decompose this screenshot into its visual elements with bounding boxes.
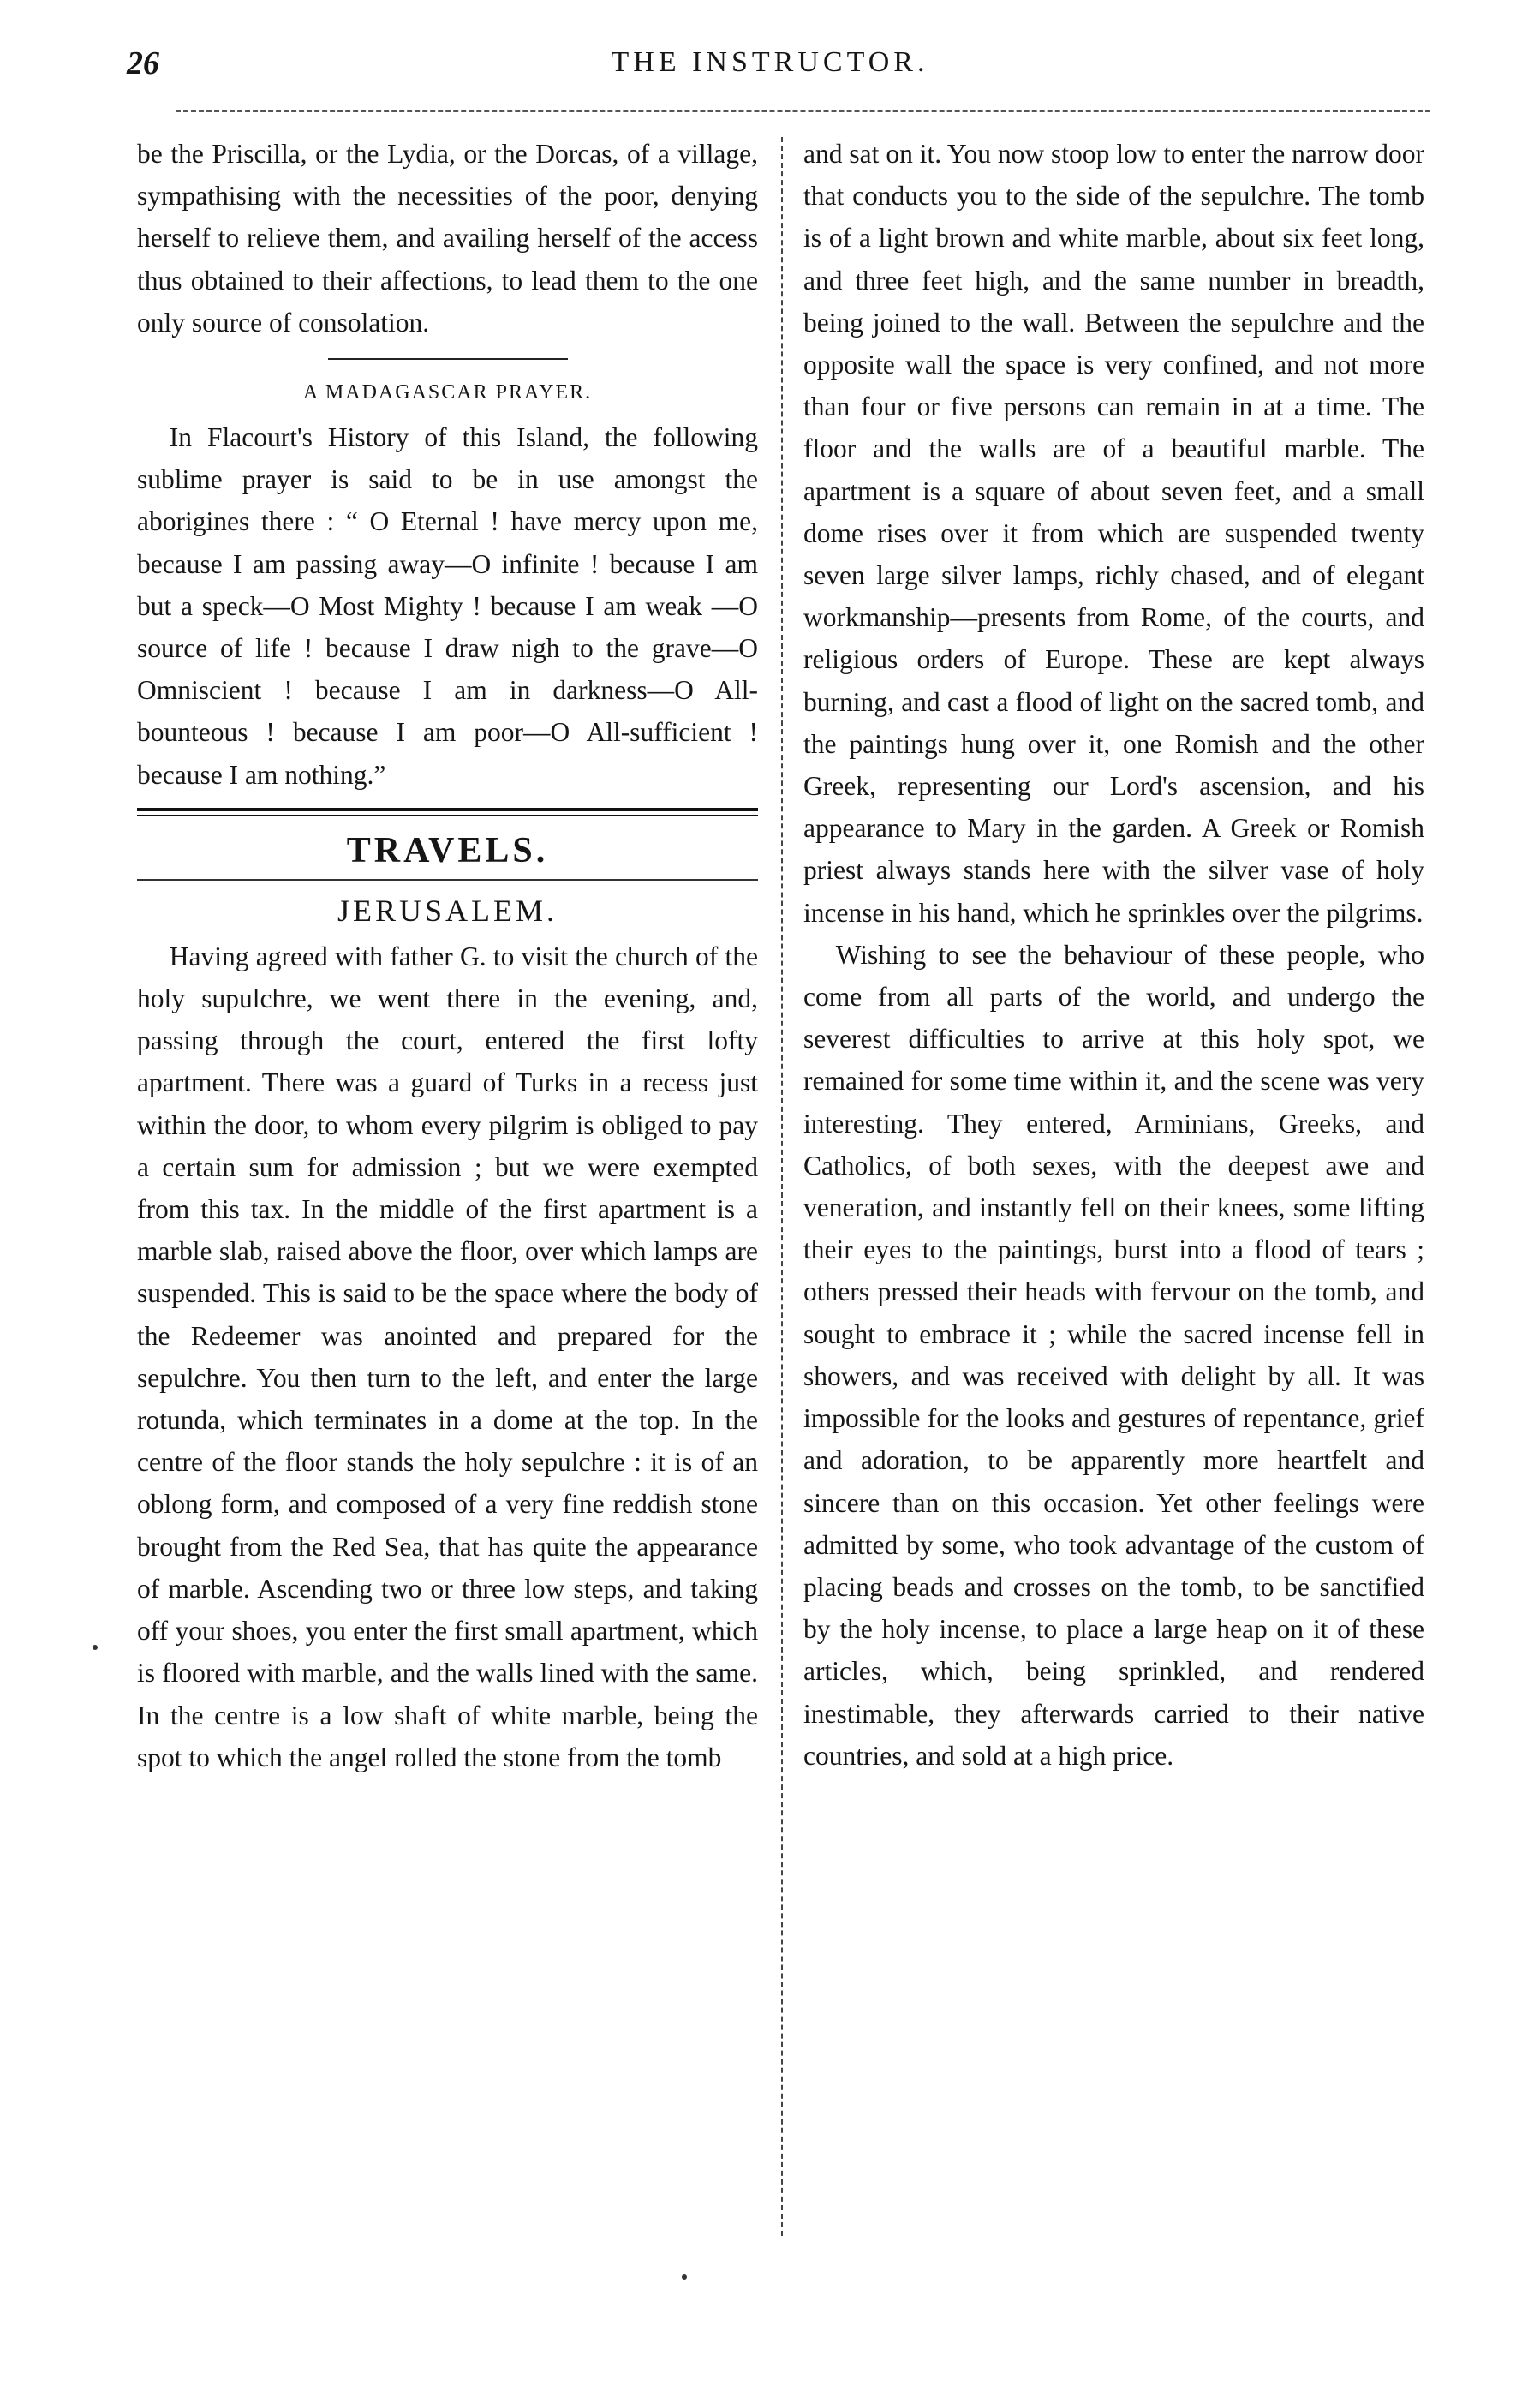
section-divider xyxy=(328,358,568,360)
ink-mark xyxy=(93,1645,98,1650)
running-title: THE INSTRUCTOR. xyxy=(611,46,929,78)
intro-continuation-paragraph: be the Priscilla, or the Lydia, or the Dorcas, of a village, sympathising with the necessities of the poor, denying herself to relieve them, and availing herself of the access thus obtained to their affections, to lead them to the one only source of consolation. xyxy=(137,139,758,338)
double-rule xyxy=(137,808,758,816)
article-paragraph: Having agreed with father G. to visit the church of the holy supulchre, we went there in the evening, and, passing through the court, entered the first lofty apartment. There was a guard of Turks in a recess just within the door, to whom every pilgrim is obliged to pay a certain sum for admission ; but we were exempted from this tax. In the middle of the first apartment is a marble slab, raised above the floor, over which lamps are suspended. This is said to be the space where the body of the Redeemer was anointed and prepared for the sepulchre. You then turn to the left, and enter the large rotunda, which terminates in a dome at the top. In the centre of the floor stands the holy sepulchre : it is of an oblong form, and composed of a very fine reddish stone brought from the Red Sea, that has quite the appearance of marble. Ascending two or three low steps, and taking off your shoes, you enter the first small apartment, which is floored with marble, and the walls lined with the same. In the centre is a low shaft of white marble, being the spot to which the angel rolled the stone from the tomb xyxy=(137,941,758,1772)
header-rule xyxy=(176,110,1430,112)
article-paragraph-2: Wishing to see the behaviour of these people, who come from all parts of the world, and undergo the severest difficulties to arrive at this holy spot, we remained for some time within it, and the scene was very interesting. They entered, Arminians, Greeks, and Catholics, of both sexes, with the deepest awe and veneration, and instantly fell on their knees, some lifting their eyes to the paintings, burst into a flood of tears ; others pressed their heads with fervour on the tomb, and sought to embrace it ; while the sacred incense fell in showers, and was received with delight by all. It was impossible for the looks and gestures of repentance, grief and adoration, to be apparently more heartfelt and sincere than on this occasion. Yet other feelings were admitted by some, who took advantage of the custom of placing beads and crosses on the tomb, to be sanctified by the holy incense, to place a large heap on it of these articles, which, being sprinkled, and rendered inestimable, they afterwards carried to their native countries, and sold at a high price. xyxy=(803,939,1424,1771)
prayer-paragraph: In Flacourt's History of this Island, the following sublime prayer is said to be in use amongst the aborigines there : “ O Eternal ! have mercy upon me, because I am passing away—O infinite ! because I am but a speck—O Most Mighty ! because I am weak —O source of life ! because I draw nigh to the grave—O Omniscient ! because I am in darkness—O All-bounteous ! because I am poor—O All-sufficient ! because I am nothing.” xyxy=(137,422,758,790)
article-title: JERUSALEM. xyxy=(337,893,558,928)
right-column xyxy=(803,133,1424,1777)
heading-rule xyxy=(137,879,758,881)
column-divider xyxy=(781,137,783,2236)
footer-ink-mark xyxy=(682,2274,687,2280)
prayer-heading: A MADAGASCAR PRAYER. xyxy=(302,381,593,404)
article-continuation-paragraph: and sat on it. You now stoop low to enter the narrow door that conducts you to the side of the sepulchre. The tomb is of a light brown and white marble, about six feet long, and three feet high, and the same number in breadth, being joined to the wall. Between the sepulchre and the opposite wall the space is very confined, and not more than four or five persons can remain in at a time. The floor and the walls are of a beautiful marble. The apartment is a square of about seven feet, and a small dome rises over it from which are suspended twenty seven large silver lamps, richly chased, and of elegant workmanship—presents from Rome, of the courts, and religious orders of Europe. These are kept always burning, and cast a flood of light on the sacred tomb, and the paintings hung over it, one Romish and the other Greek, representing our Lord's ascension, and his appearance to Mary in the garden. A Greek or Romish priest always stands here with the silver vase of holy incense in his hand, which he sprinkles over the pilgrims. xyxy=(803,139,1424,928)
section-heading-travels: TRAVELS. xyxy=(346,830,549,870)
left-column xyxy=(137,133,758,1778)
page-number: 26 xyxy=(127,45,159,81)
